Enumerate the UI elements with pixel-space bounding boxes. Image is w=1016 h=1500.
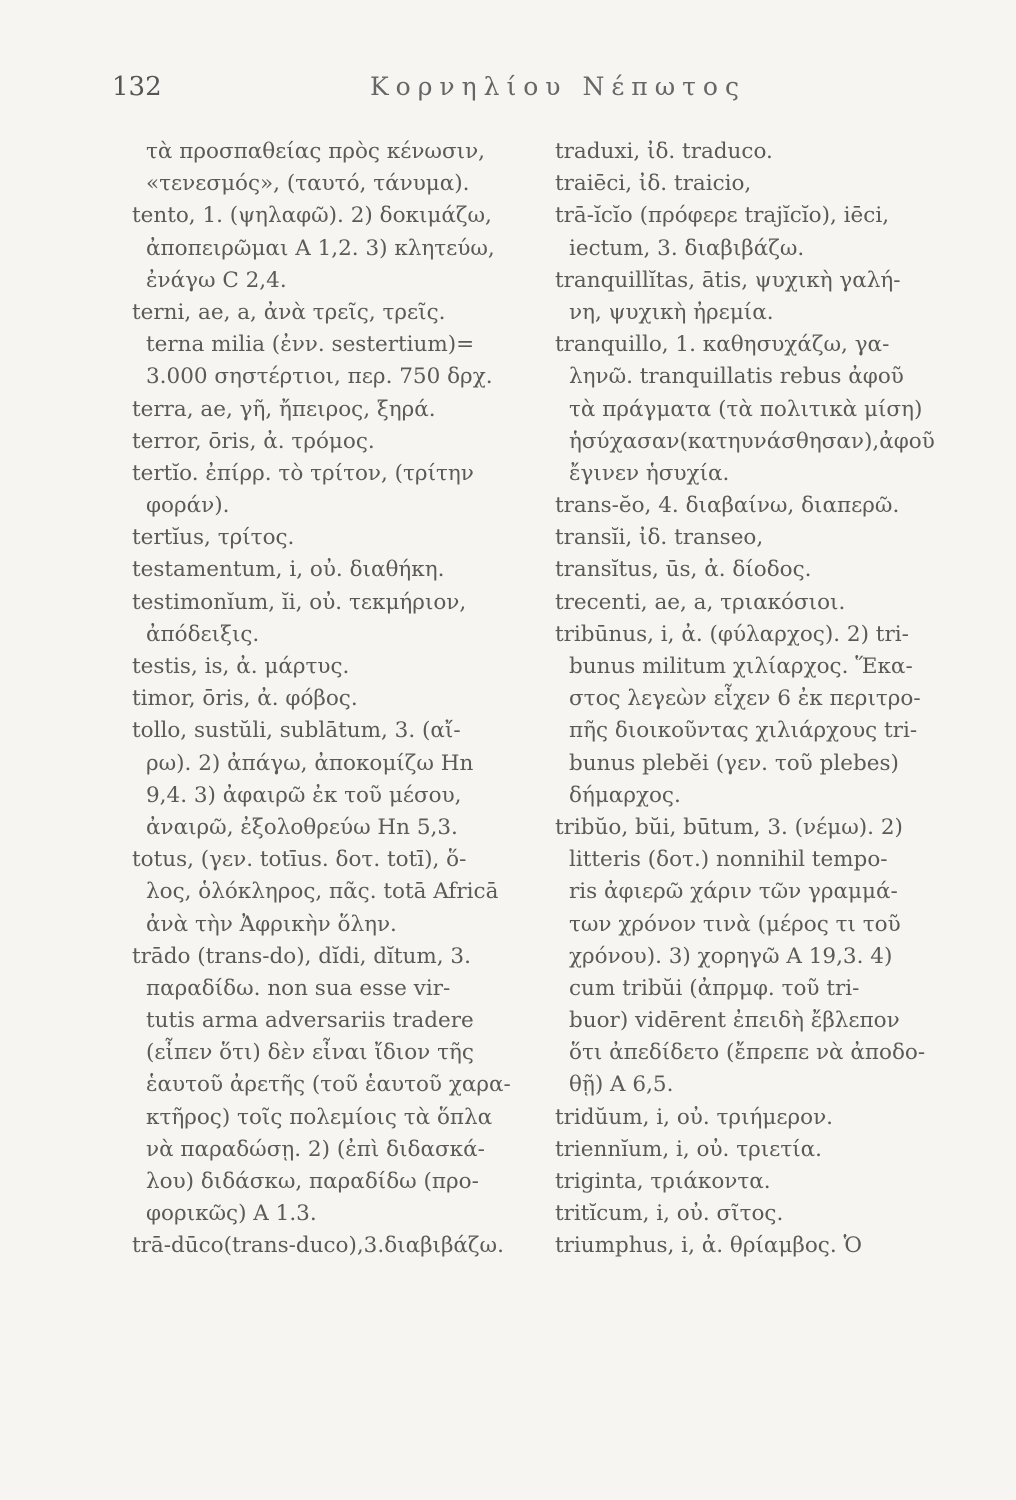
entry-headword-line: testis, is, ἀ. μάρτυς. — [132, 654, 350, 679]
entry-continuation-line: φοράν). — [146, 493, 230, 519]
entry-continuation-line: ἡσύχασαν(κατηυνάσθησαν),ἀφοῦ — [569, 428, 935, 454]
entry-continuation-line: πῆς διοικοῦντας χιλιάρχους tri- — [569, 718, 918, 744]
running-title: Κορνηλίου Νέπωτος — [370, 72, 746, 101]
entry-headword-line: timor, ōris, ἀ. φόβος. — [132, 686, 358, 712]
entry-continuation-line: (εἶπεν ὅτι) δὲν εἶναι ἴδιον τῆς — [146, 1040, 474, 1066]
entry-continuation-line: terna milia (ἐνν. sestertium)= — [146, 332, 475, 358]
entry-headword-line: trecenti, ae, a, τριακόσιοι. — [555, 589, 846, 615]
entry-headword-line: transĭtus, ūs, ἀ. δίοδος. — [555, 557, 812, 583]
entry-continuation-line: bunus plebĕi (γεν. τοῦ plebes) — [569, 750, 899, 776]
entry-continuation-line: λου) διδάσκω, παραδίδω (προ- — [146, 1169, 479, 1194]
entry-continuation-line: δήμαρχος. — [569, 782, 681, 808]
entry-continuation-line: τὰ προσπαθείας πρὸς κένωσιν, — [146, 139, 485, 164]
entry-continuation-line: νὰ παραδώσῃ. 2) (ἐπὶ διδασκά- — [146, 1136, 485, 1162]
entry-headword-line: terror, ōris, ἀ. τρόμος. — [132, 428, 375, 454]
entry-continuation-line: ὅτι ἀπεδίδετο (ἔπρεπε νὰ ἀποδο- — [569, 1040, 926, 1066]
entry-headword-line: testamentum, i, οὐ. διαθήκη. — [132, 557, 445, 583]
entry-headword-line: tertĭus, τρίτος. — [132, 525, 295, 551]
entry-headword-line: traduxi, ἰδ. traduco. — [555, 139, 773, 164]
entry-headword-line: tertĭo. ἐπίρρ. τὸ τρίτον, (τρίτην — [132, 460, 474, 486]
entry-headword-line: triginta, τριάκοντα. — [555, 1169, 771, 1194]
entry-continuation-line: 3.000 σηστέρτιοι, περ. 750 δρχ. — [146, 364, 493, 390]
entry-headword-line: terni, ae, a, ἀνὰ τρεῖς, τρεῖς. — [132, 299, 446, 325]
entry-continuation-line: buor) vidērent ἐπειδὴ ἔβλεπον — [569, 1008, 900, 1034]
entry-headword-line: tritĭcum, i, οὐ. σῖτος. — [555, 1201, 784, 1227]
entry-headword-line: tento, 1. (ψηλαφῶ). 2) δοκιμάζω, — [132, 203, 492, 229]
entry-continuation-line: ἔγινεν ἡσυχία. — [569, 460, 730, 486]
entry-headword-line: trādo (trans-do), dĭdi, dĭtum, 3. — [132, 943, 471, 969]
entry-continuation-line: ἐνάγω C 2,4. — [146, 267, 287, 293]
entry-headword-line: transĭi, ἰδ. transeo, — [555, 525, 764, 551]
entry-continuation-line: ἀναιρῶ, ἐξολοθρεύω Hn 5,3. — [146, 814, 458, 840]
entry-continuation-line: ἀνὰ τὴν Ἀφρικὴν ὅλην. — [146, 911, 397, 937]
entry-continuation-line: ρω). 2) ἀπάγω, ἀποκομίζω Hn — [146, 750, 474, 776]
entry-continuation-line: λος, ὁλόκληρος, πᾶς. totā Africā — [146, 879, 499, 905]
entry-continuation-line: στος λεγεὼν εἶχεν 6 ἐκ περιτρο- — [569, 686, 921, 712]
entry-headword-line: trans-ĕo, 4. διαβαίνω, διαπερῶ. — [555, 493, 900, 519]
entry-headword-line: terra, ae, γῆ, ἤπειρος, ξηρά. — [132, 396, 436, 422]
entry-headword-line: tridŭum, i, οὐ. τριήμερον. — [555, 1104, 833, 1130]
entry-continuation-line: «τενεσμός», (ταυτό, τάνυμα). — [146, 171, 470, 197]
entry-headword-line: trā-ĭcĭo (πρόφερε trajĭcĭo), iēci, — [555, 203, 890, 229]
entry-continuation-line: ἑαυτοῦ ἀρετῆς (τοῦ ἑαυτοῦ χαρα- — [146, 1072, 511, 1098]
entry-continuation-line: bunus militum χιλίαρχος. Ἕκα- — [569, 654, 913, 679]
entry-headword-line: triumphus, i, ἀ. θρίαμβος. Ὁ — [555, 1233, 862, 1259]
entry-headword-line: traiēci, ἰδ. traicio, — [555, 171, 752, 197]
entry-continuation-line: litteris (δοτ.) nonnihil tempo- — [569, 847, 888, 873]
entry-continuation-line: ἀποπειρῶμαι A 1,2. 3) κλητεύω, — [146, 235, 495, 261]
entry-continuation-line: ris ἀφιερῶ χάριν τῶν γραμμά- — [569, 879, 898, 905]
entry-continuation-line: τὰ πράγματα (τὰ πολιτικὰ μίση) — [569, 396, 923, 422]
entry-continuation-line: ἀπόδειξις. — [146, 621, 260, 647]
entry-continuation-line: ληνῶ. tranquillatis rebus ἀφοῦ — [569, 364, 904, 390]
entry-headword-line: tranquillo, 1. καθησυχάζω, γα- — [555, 332, 890, 358]
entry-continuation-line: των χρόνον τινὰ (μέρος τι τοῦ — [569, 911, 901, 937]
entry-continuation-line: tutis arma adversariis tradere — [146, 1008, 474, 1034]
left-column — [132, 136, 552, 1263]
entry-headword-line: tranquillĭtas, ātis, ψυχικὴ γαλή- — [555, 267, 901, 293]
entry-headword-line: tribŭo, bŭi, būtum, 3. (νέμω). 2) — [555, 814, 903, 840]
entry-headword-line: trā-dūco(trans-duco),3.διαβιβάζω. — [132, 1233, 504, 1259]
entry-continuation-line: θῇ) A 6,5. — [569, 1072, 674, 1098]
entry-continuation-line: iectum, 3. διαβιβάζω. — [569, 235, 805, 261]
page-header — [112, 72, 772, 112]
entry-headword-line: totus, (γεν. totīus. δοτ. totī), ὅ- — [132, 847, 467, 873]
entry-continuation-line: φορικῶς) A 1.3. — [146, 1201, 317, 1227]
entry-continuation-line: 9,4. 3) ἀφαιρῶ ἐκ τοῦ μέσου, — [146, 782, 462, 808]
entry-continuation-line: χρόνου). 3) χορηγῶ A 19,3. 4) — [569, 943, 893, 969]
entry-continuation-line: κτῆρος) τοῖς πολεμίοις τὰ ὅπλα — [146, 1104, 493, 1130]
entry-continuation-line: παραδίδω. non sua esse vir- — [146, 975, 451, 1001]
entry-headword-line: tollo, sustŭli, sublātum, 3. (αἴ- — [132, 718, 461, 744]
entry-continuation-line: cum tribŭi (ἀπρμφ. τοῦ tri- — [569, 975, 860, 1001]
entry-headword-line: testimonĭum, ĭi, οὐ. τεκμήριον, — [132, 589, 467, 615]
entry-headword-line: tribūnus, i, ἀ. (φύλαρχος). 2) tri- — [555, 621, 909, 647]
right-column — [555, 136, 975, 1263]
entry-continuation-line: νη, ψυχικὴ ἠρεμία. — [569, 299, 774, 325]
entry-headword-line: triennĭum, i, οὐ. τριετία. — [555, 1136, 822, 1162]
page-number: 132 — [112, 72, 162, 102]
